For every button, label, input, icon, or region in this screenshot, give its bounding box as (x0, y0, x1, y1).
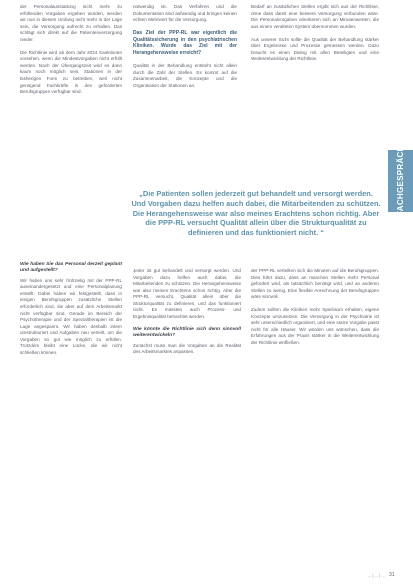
question-heading: Das Ziel der PPP-RL war eigentlich die Qualitätssicherung in den psychiatrischen Kliniken. Wurde das Ziel mit der Herangehensweise erreicht? (133, 30, 237, 56)
text-column-b (133, 4, 237, 96)
text-column-c (251, 4, 379, 69)
paragraph: Die Richtlinie wird ab dem Jahr 2024 Sanktionen vorsehen, wenn die Mindestvorgaben nicht erfüllt werden. Nach der Übergangszeit wird es dann kaum noch möglich sein, Stationen in der bisherigen Form zu betreiben, weil nicht genügend Fachkräfte in den geforderten Berufsgruppen verfügbar sind. (20, 49, 122, 95)
paragraph: Zunächst muss man die Vorgaben an die Realität des Arbeitsmarktes anpassen. (133, 342, 241, 355)
page-footer: ... | ... | ... (367, 573, 385, 578)
text-column-a (20, 4, 122, 102)
paragraph: Aus unserer Sicht sollte die Qualität der Behandlung stärker über Ergebnisse und Prozesse gemessen werden. Dazu braucht es einen Dialog mit allen Beteiligten und eine Weiterentwicklung der Richtlinie. (251, 36, 379, 62)
text-column-f (251, 268, 379, 353)
paragraph: Wir haben uns sehr frühzeitig mit der PPP-RL auseinandergesetzt und eine Personalplanung erstellt. Dabei haben wir festgestellt, dass in einigen Berufsgruppen zusätzliche Stellen erforderlich sind, die aber auf dem Arbeitsmarkt nicht verfügbar sind. Gerade im Bereich der Psychotherapie und der Spezialtherapien ist die Lage angespannt. Wir haben deshalb intern umstrukturiert und Aufgaben neu verteilt, um die Vorgaben so gut wie möglich zu erfüllen. Trotzdem bleibt eine Lücke, die wir nicht schließen können. (20, 277, 122, 355)
paragraph: der Personalausstattung nicht mehr zu erfüllenden Vorgaben ergeben würden, werden wir nun in diesem Umfang nicht mehr in der Lage sein, die Versorgung aufrecht zu erhalten. Das schlägt sich direkt auf die Patientenversorgung nieder. (20, 4, 122, 42)
page-number: 31 (389, 572, 395, 578)
paragraph: der PPP-RL verteilten sich die Minuten auf die Berufsgruppen. Dies führt dazu, dass an manchen Stellen mehr Personal gefordert wird, als tatsächlich benötigt wird, und an anderen Stellen zu wenig. Eine flexible Anrechnung der Berufsgruppen wäre sinnvoll. (251, 268, 379, 300)
pull-quote: „Die Patienten sollen jederzeit gut behandelt und versorgt werden. Und Vorgaben dazu helfen auch dabei, die Mitarbeitenden zu schützen. Die Herangehensweise war also meines Erachtens schon richtig. Aber die PPP-RL versucht Qualität allein über die Strukturqualität zu definieren und das funktioniert nicht. “ (131, 189, 381, 238)
text-column-d (20, 262, 122, 363)
paragraph: notwendig ist. Das Verfahren und die Dokumentation sind aufwendig und bringen keinen echten Mehrwert für die Versorgung. (133, 4, 237, 23)
question-heading: Wie haben Sie das Personal derzeit geplant und aufgestellt? (20, 262, 122, 274)
paragraph: Bedarf an zusätzlichen Stellen ergibt sich aus der Richtlinie, ohne dass damit eine bessere Versorgung verbunden wäre. Die Personalvorgaben orientieren sich an Minutenwerten, die aus einem veralteten System übernommen wurden. (251, 4, 379, 29)
question-heading: Wie könnte die Richtlinie sich denn sinnvoll weiterentwickeln? (133, 326, 241, 339)
section-label: FACHGESPRÄCH (396, 145, 405, 217)
paragraph: Qualität in der Behandlung entsteht nicht allein durch die Zahl der Stellen. Es kommt auf die Zusammenarbeit, die Konzepte und die Organisation der Stationen an. (133, 63, 237, 88)
paragraph: Jeder ist gut behandelt und versorgt werden. Und Vorgaben dazu helfen auch dabei, die Mitarbeitenden zu schützen. Die Herangehensweise war also meines Erachtens schon richtig. Aber die PPP-RL versucht, Qualität allein über die Strukturqualität zu definieren, und das funktioniert nicht. Es müssten auch Prozess- und Ergebnisqualität betrachtet werden. (133, 268, 241, 319)
paragraph: Zudem sollten die Kliniken mehr Spielraum erhalten, eigene Konzepte umzusetzen. Die Versorgung in der Psychiatrie ist sehr unterschiedlich organisiert, und eine starre Vorgabe passt nicht für alle Häuser. Wir würden uns wünschen, dass die Erfahrungen aus der Praxis stärker in die Weiterentwicklung der Richtlinie einfließen. (251, 307, 379, 345)
text-column-e (133, 268, 241, 362)
